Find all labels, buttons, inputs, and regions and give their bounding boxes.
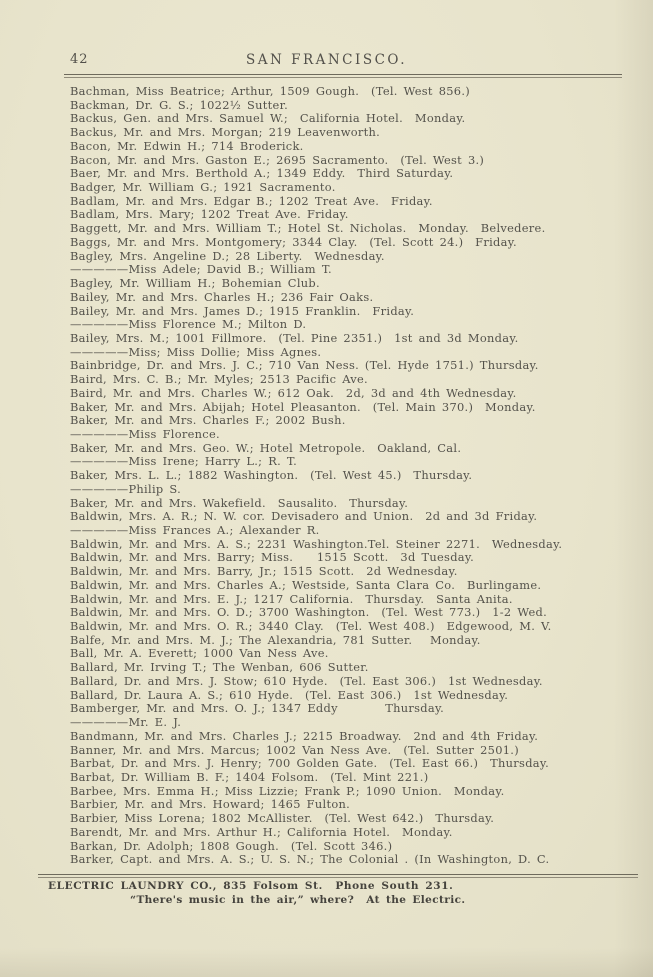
directory-entry: Baldwin, Mr. and Mrs. Barry; Miss. 1515 Scott. 3d Tuesday. bbox=[70, 550, 475, 565]
directory-entry: Baldwin, Mr. and Mrs. O. D.; 3700 Washington. (Tel. West 773.) 1-2 Wed. bbox=[70, 605, 548, 620]
directory-entry: Barker, Capt. and Mrs. A. S.; U. S. N.; The Colonial . (In Washington, D. C. bbox=[70, 852, 550, 867]
directory-entry: Baldwin, Mr. and Mrs. Charles A.; Westside, Santa Clara Co. Burlingame. bbox=[70, 577, 542, 592]
directory-entry: Bamberger, Mr. and Mrs. O. J.; 1347 Eddy Thursday. bbox=[70, 701, 445, 716]
footer-rule bbox=[38, 874, 638, 878]
directory-entry: Barbat, Dr. and Mrs. J. Henry; 700 Golden Gate. (Tel. East 66.) Thursday. bbox=[70, 756, 550, 771]
directory-entry: Barendt, Mr. and Mrs. Arthur H.; California Hotel. Monday. bbox=[70, 824, 453, 839]
directory-entry: Bailey, Mr. and Mrs. Charles H.; 236 Fair Oaks. bbox=[70, 289, 374, 304]
directory-entry: Baker, Mr. and Mrs. Abijah; Hotel Pleasanton. (Tel. Main 370.) Monday. bbox=[70, 399, 536, 414]
directory-entry: —————Miss Adele; David B.; William T. bbox=[70, 262, 332, 277]
directory-entry: Bacon, Mr. and Mrs. Gaston E.; 2695 Sacramento. (Tel. West 3.) bbox=[70, 152, 485, 167]
directory-entry: Bacon, Mr. Edwin H.; 714 Broderick. bbox=[70, 138, 304, 153]
header-rule bbox=[64, 74, 622, 78]
directory-entry: Bagley, Mr. William H.; Bohemian Club. bbox=[70, 276, 320, 291]
directory-entry: Baker, Mr. and Mrs. Wakefield. Sausalito. Thursday. bbox=[70, 495, 409, 510]
directory-entry: —————Miss Irene; Harry L.; R. T. bbox=[70, 454, 298, 469]
directory-entry: Bandmann, Mr. and Mrs. Charles J.; 2215 Broadway. 2nd and 4th Friday. bbox=[70, 728, 539, 743]
advertisement-footer bbox=[0, 880, 653, 906]
directory-entry: Baldwin, Mr. and Mrs. Barry, Jr.; 1515 Scott. 2d Wednesday. bbox=[70, 564, 458, 579]
directory-entry: Baer, Mr. and Mrs. Berthold A.; 1349 Eddy. Third Saturday. bbox=[70, 166, 454, 181]
directory-entry: Barbee, Mrs. Emma H.; Miss Lizzie; Frank P.; 1090 Union. Monday. bbox=[70, 783, 505, 798]
directory-entry: Bachman, Miss Beatrice; Arthur, 1509 Gough. (Tel. West 856.) bbox=[70, 84, 471, 98]
directory-entry: Baggs, Mr. and Mrs. Montgomery; 3344 Clay. (Tel. Scott 24.) Friday. bbox=[70, 234, 517, 249]
page-number: 42 bbox=[70, 52, 89, 67]
directory-entry: Badger, Mr. William G.; 1921 Sacramento. bbox=[70, 180, 336, 195]
directory-entry: Ball, Mr. A. Everett; 1000 Van Ness Ave. bbox=[70, 646, 329, 661]
directory-entry: Banner, Mr. and Mrs. Marcus; 1002 Van Ness Ave. (Tel. Sutter 2501.) bbox=[70, 742, 519, 757]
directory-entries bbox=[70, 85, 630, 867]
directory-entry: Baird, Mrs. C. B.; Mr. Myles; 2513 Pacific Ave. bbox=[70, 372, 368, 387]
directory-entry: Backus, Mr. and Mrs. Morgan; 219 Leavenworth. bbox=[70, 125, 381, 140]
directory-entry: Baggett, Mr. and Mrs. William T.; Hotel St. Nicholas. Monday. Belvedere. bbox=[70, 221, 546, 236]
directory-entry: Baker, Mrs. L. L.; 1882 Washington. (Tel. West 45.) Thursday. bbox=[70, 468, 473, 483]
directory-entry: —————Mr. E. J. bbox=[70, 715, 182, 730]
directory-entry: Backman, Dr. G. S.; 1022½ Sutter. bbox=[70, 97, 288, 112]
directory-entry: —————Miss Florence. bbox=[70, 426, 220, 441]
directory-entry: Baldwin, Mr. and Mrs. A. S.; 2231 Washington.Tel. Steiner 2271. Wednesday. bbox=[70, 536, 563, 551]
directory-entry: Baldwin, Mrs. A. R.; N. W. cor. Devisadero and Union. 2d and 3d Friday. bbox=[70, 509, 538, 524]
directory-entry: Barbat, Dr. William B. F.; 1404 Folsom. (Tel. Mint 221.) bbox=[70, 769, 429, 784]
directory-entry: Bailey, Mrs. M.; 1001 Fillmore. (Tel. Pine 2351.) 1st and 3d Monday. bbox=[70, 330, 519, 345]
page-header bbox=[0, 50, 653, 70]
directory-entry: Ballard, Dr. Laura A. S.; 610 Hyde. (Tel. East 306.) 1st Wednesday. bbox=[70, 687, 509, 702]
directory-entry: Badlam, Mrs. Mary; 1202 Treat Ave. Friday. bbox=[70, 207, 349, 222]
directory-entry: —————Miss Florence M.; Milton D. bbox=[70, 317, 307, 332]
directory-entry: Baird, Mr. and Mrs. Charles W.; 612 Oak. 2d, 3d and 4th Wednesday. bbox=[70, 385, 517, 400]
directory-entry: Bainbridge, Dr. and Mrs. J. C.; 710 Van Ness. (Tel. Hyde 1751.) Thursday. bbox=[70, 358, 539, 373]
directory-entry: —————Miss; Miss Dollie; Miss Agnes. bbox=[70, 344, 322, 359]
directory-entry: Baldwin, Mr. and Mrs. E. J.; 1217 California. Thursday. Santa Anita. bbox=[70, 591, 513, 606]
directory-entry: Baker, Mr. and Mrs. Charles F.; 2002 Bush. bbox=[70, 413, 346, 428]
directory-entry: Ballard, Mr. Irving T.; The Wenban, 606 Sutter. bbox=[70, 660, 369, 675]
directory-entry: Bagley, Mrs. Angeline D.; 28 Liberty. Wednesday. bbox=[70, 248, 385, 263]
directory-entry: Balfe, Mr. and Mrs. M. J.; The Alexandria, 781 Sutter. Monday. bbox=[70, 632, 481, 647]
directory-entry: Barbier, Mr. and Mrs. Howard; 1465 Fulton. bbox=[70, 797, 351, 812]
directory-entry: Baker, Mr. and Mrs. Geo. W.; Hotel Metropole. Oakland, Cal. bbox=[70, 440, 462, 455]
directory-entry: Backus, Gen. and Mrs. Samuel W.; California Hotel. Monday. bbox=[70, 111, 466, 126]
advertiser-slogan: “There's music in the air,” where? At the Electric. bbox=[130, 894, 466, 906]
directory-entry: Barkan, Dr. Adolph; 1808 Gough. (Tel. Scott 346.) bbox=[70, 838, 393, 853]
directory-entry: Badlam, Mr. and Mrs. Edgar B.; 1202 Treat Ave. Friday. bbox=[70, 193, 433, 208]
page-title: SAN FRANCISCO. bbox=[245, 52, 407, 68]
directory-entry: —————Miss Frances A.; Alexander R. bbox=[70, 523, 320, 537]
directory-entry: Bailey, Mr. and Mrs. James D.; 1915 Franklin. Friday. bbox=[70, 303, 415, 318]
advertiser-name-address: ELECTRIC LAUNDRY CO., 835 Folsom St. Phone South 231. bbox=[48, 880, 454, 892]
directory-entry: Barbier, Miss Lorena; 1802 McAllister. (Tel. West 642.) Thursday. bbox=[70, 811, 495, 826]
directory-entry: Ballard, Dr. and Mrs. J. Stow; 610 Hyde. (Tel. East 306.) 1st Wednesday. bbox=[70, 673, 543, 688]
directory-entry: —————Philip S. bbox=[70, 481, 182, 496]
directory-entry: Baldwin, Mr. and Mrs. O. R.; 3440 Clay. (Tel. West 408.) Edgewood, M. V. bbox=[70, 619, 552, 634]
